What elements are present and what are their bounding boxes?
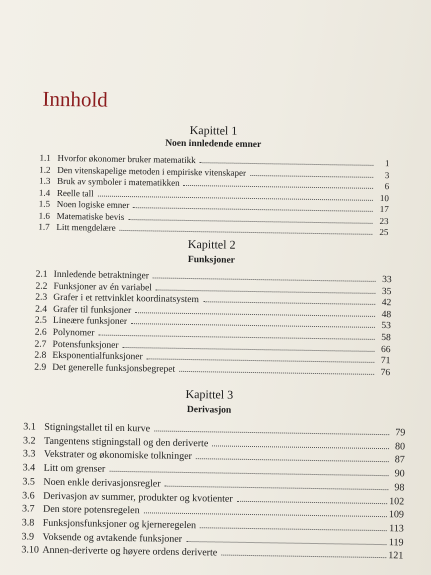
- section-number: 3.1: [23, 421, 36, 433]
- section-number: 3.5: [22, 476, 36, 488]
- section-title: Funksjoner av én variabel: [53, 281, 152, 294]
- section-title: Stigningstallet til en kurve: [44, 421, 151, 435]
- page-number: 25: [379, 226, 389, 238]
- page-number: 90: [394, 468, 405, 480]
- page-number: 58: [381, 333, 391, 344]
- dot-leader: [212, 438, 389, 449]
- section-title: Noen enkle derivasjonsregler: [43, 476, 161, 490]
- section-title: Lineære funksjoner: [52, 316, 128, 328]
- section-title: Matematiske bevis: [56, 210, 125, 222]
- page-number: 17: [379, 203, 389, 215]
- section-title: Litt mengdelære: [56, 221, 116, 233]
- page-number: 1: [384, 158, 390, 169]
- section-number: 2.4: [35, 304, 48, 315]
- section-number: 3.3: [22, 448, 36, 461]
- section-number: 3.9: [21, 530, 35, 543]
- page-number: 79: [395, 427, 406, 439]
- dot-leader: [186, 534, 387, 545]
- section-title: Bruk av symboler i matematikken: [57, 175, 180, 188]
- section-title: Hvorfor økonomer bruker matematikk: [57, 152, 196, 166]
- section-number: 2.1: [35, 269, 48, 280]
- section-number: 3.6: [22, 489, 35, 502]
- page-number: 113: [389, 523, 404, 535]
- section-number: 1.7: [38, 221, 50, 232]
- section-number: 2.3: [35, 292, 48, 303]
- page-number: 23: [379, 215, 389, 226]
- page-number: 102: [389, 495, 405, 507]
- section-title: Funksjonsfunksjoner og kjerneregelen: [42, 517, 197, 532]
- section-number: 1.1: [39, 152, 51, 163]
- page-number: 33: [382, 275, 392, 286]
- page-number: 66: [380, 344, 391, 355]
- section-title: Litt om grenser: [43, 462, 106, 475]
- chapter-subtitle: Noen innledende emner: [165, 138, 262, 151]
- section-number: 3.8: [21, 517, 35, 529]
- page-number: 87: [394, 454, 405, 466]
- dot-leader: [144, 506, 387, 518]
- dot-leader: [203, 294, 375, 305]
- page-number: 119: [388, 536, 404, 548]
- dot-leader: [165, 478, 389, 490]
- page-number: 35: [381, 286, 392, 297]
- dot-leader: [196, 452, 389, 463]
- section-title: Den store potensregelen: [42, 503, 140, 517]
- page-number: 80: [394, 440, 406, 453]
- section-title: Tangentens stigningstall og den deriverte: [43, 435, 209, 450]
- dot-leader: [250, 167, 373, 177]
- section-number: 3.4: [22, 462, 36, 474]
- section-title: Vekstrater og økonomiske tolkninger: [43, 449, 192, 463]
- section-number: 2.5: [34, 315, 47, 327]
- dot-leader: [179, 364, 374, 375]
- section-number: 1.2: [39, 164, 51, 175]
- section-title: Det generelle funksjonsbegrepet: [52, 362, 176, 375]
- dot-leader: [200, 155, 374, 166]
- dot-leader: [200, 520, 387, 531]
- page-number: 98: [394, 482, 405, 494]
- page-number: 109: [388, 509, 405, 521]
- dot-leader: [184, 178, 374, 189]
- chapter-title: Kapittel 3: [185, 386, 234, 402]
- section-number: 3.7: [21, 503, 35, 515]
- page-number: 3: [384, 169, 390, 180]
- section-title: Eksponentialfunksjoner: [52, 351, 143, 363]
- chapter-subtitle: Funksjoner: [187, 254, 235, 266]
- section-number: 1.3: [39, 175, 51, 186]
- section-title: Den vitenskapelige metoden i empiriske vitenskaper: [57, 164, 247, 178]
- section-title: Annen-deriverte og høyere ordens deriverte: [42, 545, 218, 559]
- chapter-title: Kapittel 2: [187, 236, 236, 252]
- section-title: Potensfunksjoner: [52, 339, 119, 351]
- dot-leader: [154, 423, 389, 435]
- page-number: 121: [388, 550, 404, 562]
- section-number: 2.2: [35, 281, 48, 292]
- page-number: 10: [379, 192, 390, 203]
- page-number: 53: [381, 321, 391, 332]
- section-number: 3.2: [22, 435, 36, 447]
- section-number: 1.6: [38, 210, 50, 221]
- section-title: Grafer i et rettvinklet koordinatsystem: [53, 293, 200, 306]
- section-title: Noen logiske emner: [56, 198, 130, 211]
- section-title: Innledende betraktninger: [53, 269, 149, 282]
- page-number: 71: [380, 356, 391, 367]
- page-number: 42: [381, 298, 392, 309]
- section-number: 1.5: [38, 198, 51, 209]
- section-title: Grafer til funksjoner: [53, 304, 132, 316]
- section-number: 2.7: [34, 339, 47, 350]
- section-number: 2.6: [34, 327, 47, 338]
- page-number: 76: [380, 367, 391, 378]
- section-title: Polynomer: [52, 327, 95, 339]
- section-title: Voksende og avtakende funksjoner: [42, 531, 183, 545]
- page-number: 6: [384, 181, 390, 192]
- section-number: 1.4: [38, 187, 51, 198]
- chapter-title: Kapittel 1: [189, 122, 238, 138]
- toc-heading: Innhold: [42, 86, 108, 112]
- section-number: 3.10: [21, 544, 39, 556]
- section-title: Derivasjon av summer, produkter og kvotienter: [43, 490, 233, 505]
- chapter-subtitle: Derivasjon: [186, 404, 232, 416]
- section-title: Reelle tall: [56, 187, 94, 198]
- dot-leader: [237, 493, 388, 503]
- section-number: 2.8: [34, 350, 47, 361]
- dot-leader: [221, 548, 386, 559]
- page-number: 48: [381, 309, 392, 320]
- section-number: 2.9: [34, 362, 47, 373]
- dot-leader: [153, 270, 376, 281]
